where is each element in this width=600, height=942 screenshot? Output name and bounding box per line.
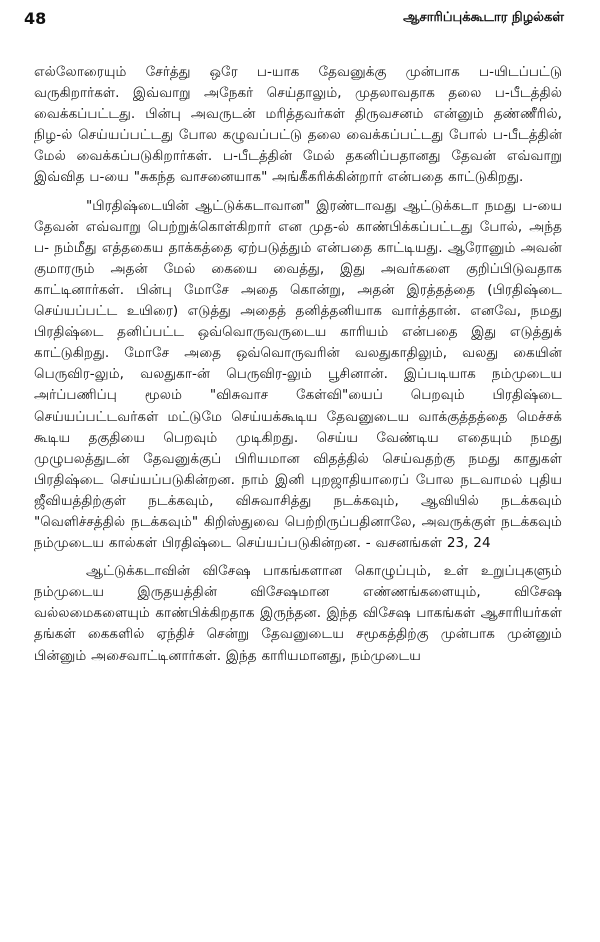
paragraph-2: "பிரதிஷ்டையின் ஆட்டுக்கடாவான" இரண்டாவது ஆட்டுக்கடா நமது ப-யை தேவன் எவ்வாறு பெற்றுக்கொள்கிறார் என முத-ல் காண்பிக்கப்பட்டது போல், அந்த ப- நம்மீது எத்தகைய தாக்கத்தை ஏற்படுத்தும் என்பதை காட்டியது. ஆரோனும் அவன் குமாரரும் அதன் மேல் கையை வைத்து, இது அவர்களை குறிப்பிடுவதாக காட்டினார்கள். பின்பு மோசே அதை கொன்று, அதன் இரத்தத்தை (பிரதிஷ்டை செய்யப்பட்ட உயிரை) எடுத்து அதைத் தனித்தனியாக வார்த்தான். எனவே, நமது பிரதிஷ்டை தனிப்பட்ட ஒவ்வொருவருடைய காரியம் என்பதை இது எடுத்துக் காட்டுகிறது. மோசே அதை ஒவ்வொருவரின் வலதுகாதிலும், வலது கையின் பெருவிர-லும், வலதுகா-ன் பெருவிர-லும் பூசினான். இப்படியாக நம்முடைய அர்ப்பணிப்பு மூலம் "விசுவாச கேள்வி"யைப் பெறவும் பிரதிஷ்டை செய்யப்பட்டவர்கள் மட்டுமே செய்யக்கூடிய தேவனுடைய வாக்குத்தத்தை மெச்சக் கூடிய தகுதியை பெறவும் முடிகிறது. செய்ய வேண்டிய எதையும் நமது முழுபலத்துடன் தேவனுக்குப் பிரியமான விதத்தில் செய்வதற்கு நமது காதுகள் பிரதிஷ்டை செய்யப்படுகின்றன. நாம் இனி புறஜாதியாரைப் போல நடவாமல் புதிய ஜீவியத்திற்குள் நடக்கவும், விசுவாசித்து நடக்கவும், ஆவியில் நடக்கவும் "வெளிச்சத்தில் நடக்கவும்" கிறிஸ்துவை பெற்றிருப்பதினாலே, அவருக்குள் நடக்கவும் நம்முடைய கால்கள் பிரதிஷ்டை செய்யப்படுகின்றன. - வசனங்கள் 23, 24 bbox=[34, 197, 562, 552]
page-number: 48 bbox=[24, 9, 47, 28]
paragraph-1: எல்லோரையும் சேர்த்து ஒரே ப-யாக தேவனுக்கு முன்பாக ப-யிடப்பட்டு வருகிறார்கள். இவ்வாறு அநேகர் செய்தாலும், முதலாவதாக தலை ப-பீடத்தில் வைக்கப்பட்டது. பின்பு அவருடன் மரித்தவர்கள் திருவசனம் என்னும் தண்ணீரில், நிழ-ல் செய்யப்பட்டது போல கழுவப்பட்டு தலை வைக்கப்பட்டது போல் ப-பீடத்தின் மேல் வைக்கப்படுகிறார்கள். ப-பீடத்தின் மேல் தகனிப்பதானது தேவன் எவ்வாறு இவ்வித ப-யை "சுகந்த வாசனையாக" அங்கீகரிக்கின்றார் என்பதை காட்டுகிறது. bbox=[34, 64, 562, 186]
running-head: ஆசாரிப்புக்கூடார நிழல்கள் bbox=[403, 10, 564, 25]
page-header bbox=[20, 6, 564, 32]
page-body bbox=[34, 62, 562, 674]
paragraph-3: ஆட்டுக்கடாவின் விசேஷ பாகங்களான கொழுப்பும், உள் உறுப்புகளும் நம்முடைய இருதயத்தின் விசேஷமான எண்ணங்களையும், விசேஷ வல்லமைகளையும் காண்பிக்கிறதாக இருந்தன. இந்த விசேஷ பாகங்கள் ஆசாரியர்கள் தங்கள் கைகளில் ஏந்திச் சென்று தேவனுடைய சமூகத்திற்கு முன்பாக முன்னும் பின்னும் அசைவாட்டினார்கள். இந்த காரியமானது, நம்முடைய bbox=[34, 563, 562, 664]
